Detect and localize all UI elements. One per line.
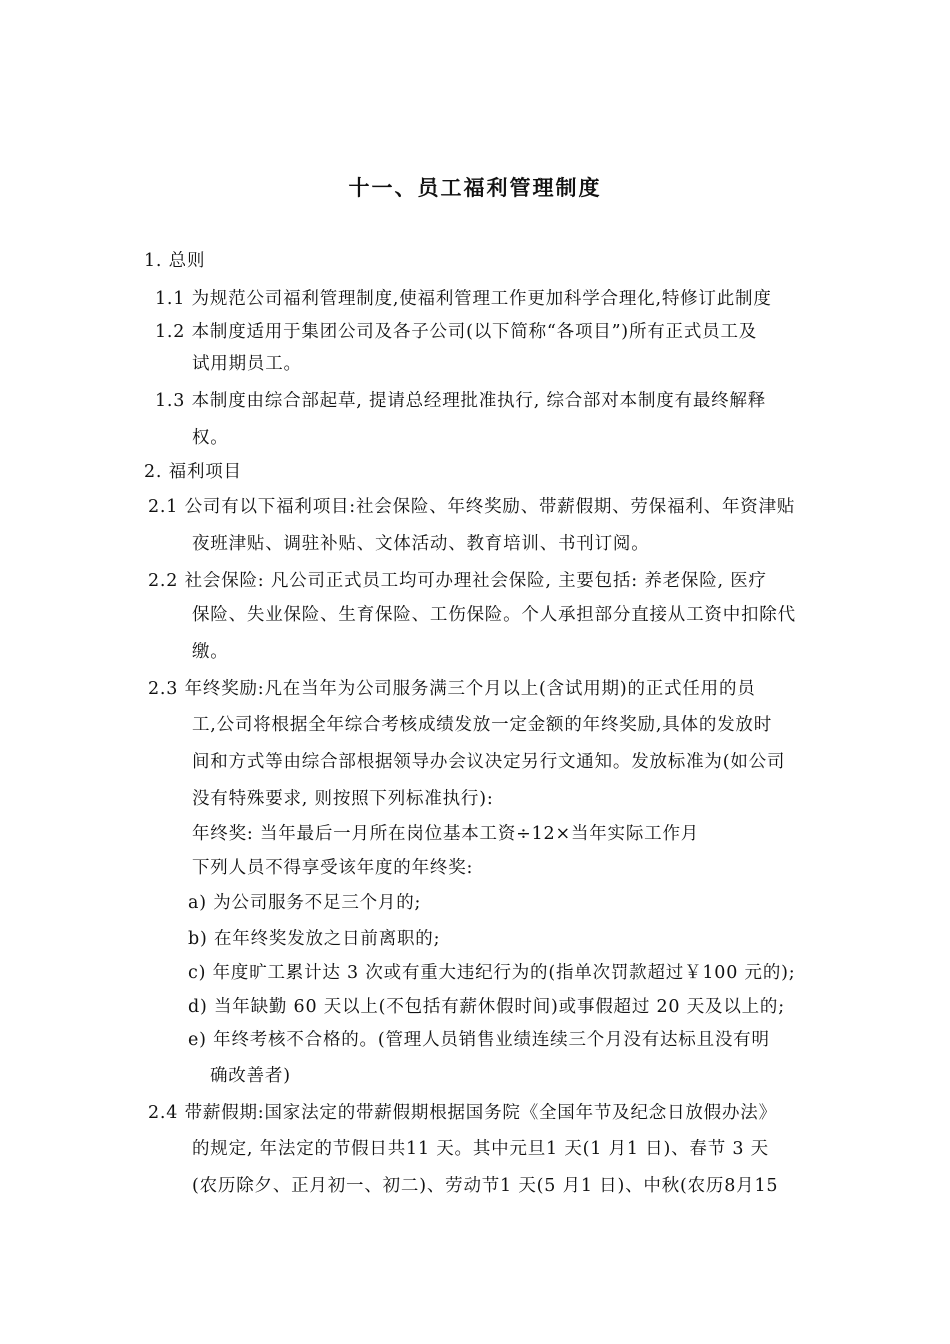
- ineligible-item-d: d) 当年缺勤 60 天以上(不包括有薪休假时间)或事假超过 20 天及以上的;: [188, 997, 785, 1017]
- clause-1-2: 1.2 本制度适用于集团公司及各子公司(以下简称“各项目”)所有正式员工及: [155, 322, 758, 342]
- section-heading-general: 1. 总则: [144, 251, 206, 271]
- clause-2-4-continued-2: (农历除夕、正月初一、初二)、劳动节1 天(5 月1 日)、中秋(农历8月15: [192, 1176, 779, 1196]
- section-heading-welfare-items: 2. 福利项目: [144, 462, 242, 482]
- ineligible-item-e-continued: 确改善者): [210, 1066, 291, 1086]
- clause-1-2-continued: 试用期员工。: [192, 354, 302, 374]
- clause-2-1: 2.1 公司有以下福利项目:社会保险、年终奖励、带薪假期、劳保福利、年资津贴: [148, 497, 796, 517]
- clause-2-1-continued: 夜班津贴、调驻补贴、文体活动、教育培训、书刊订阅。: [192, 534, 650, 554]
- clause-2-2-continued-1: 保险、失业保险、生育保险、工伤保险。个人承担部分直接从工资中扣除代: [192, 605, 796, 625]
- clause-2-2-continued-2: 缴。: [192, 642, 229, 662]
- clause-2-3: 2.3 年终奖励:凡在当年为公司服务满三个月以上(含试用期)的正式任用的员: [148, 679, 756, 699]
- clause-2-4: 2.4 带薪假期:国家法定的带薪假期根据国务院《全国年节及纪念日放假办法》: [148, 1103, 777, 1123]
- ineligible-item-e: e) 年终考核不合格的。(管理人员销售业绩连续三个月没有达标且没有明: [188, 1030, 770, 1050]
- clause-1-1: 1.1 为规范公司福利管理制度,使福利管理工作更加科学合理化,特修订此制度: [155, 289, 772, 309]
- year-end-bonus-formula: 年终奖: 当年最后一月所在岗位基本工资÷12×当年实际工作月: [192, 824, 700, 844]
- clause-2-2: 2.2 社会保险: 凡公司正式员工均可办理社会保险, 主要包括: 养老保险, 医疗: [148, 571, 767, 591]
- ineligible-intro: 下列人员不得享受该年度的年终奖:: [192, 858, 474, 878]
- ineligible-item-b: b) 在年终奖发放之日前离职的;: [188, 929, 441, 949]
- clause-2-3-continued-2: 间和方式等由综合部根据领导办会议决定另行文通知。发放标准为(如公司: [192, 752, 786, 772]
- ineligible-item-a: a) 为公司服务不足三个月的;: [188, 893, 422, 913]
- clause-1-3: 1.3 本制度由综合部起草, 提请总经理批准执行, 综合部对本制度有最终解释: [155, 391, 767, 411]
- clause-1-3-continued: 权。: [192, 428, 229, 448]
- document-title: 十一、员工福利管理制度: [348, 176, 602, 200]
- ineligible-item-c: c) 年度旷工累计达 3 次或有重大违纪行为的(指单次罚款超过￥100 元的);: [188, 963, 796, 983]
- clause-2-4-continued-1: 的规定, 年法定的节假日共11 天。其中元旦1 天(1 月1 日)、春节 3 天: [192, 1139, 769, 1159]
- clause-2-3-continued-3: 没有特殊要求, 则按照下列标准执行):: [192, 789, 494, 809]
- clause-2-3-continued-1: 工,公司将根据全年综合考核成绩发放一定金额的年终奖励,具体的发放时: [192, 715, 773, 735]
